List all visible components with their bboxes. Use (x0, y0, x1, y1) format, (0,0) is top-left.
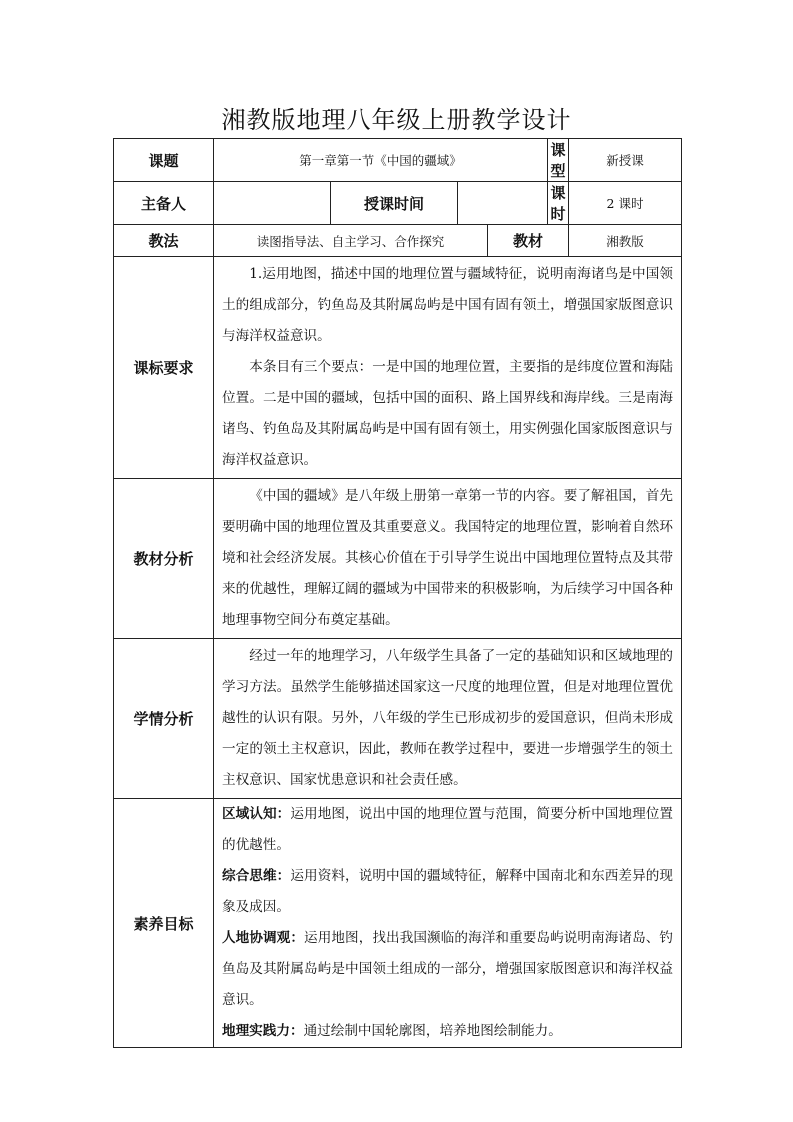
label-preparer: 主备人 (114, 182, 214, 225)
row-textbook-analysis (114, 479, 682, 639)
student-analysis-content (214, 639, 682, 799)
document-title: 湘教版地理八年级上册教学设计 (221, 106, 572, 134)
textbook-analysis-content (214, 479, 682, 639)
teaching-time-value (458, 182, 548, 225)
label-class-hours: 课时 (548, 182, 569, 225)
curriculum-content (214, 257, 682, 479)
label-textbook-analysis: 教材分析 (114, 479, 214, 639)
label-teaching-time: 授课时间 (331, 182, 458, 225)
goal-regional-cognition (222, 799, 673, 861)
label-curriculum: 课标要求 (114, 257, 214, 479)
textbook-analysis-paragraph: 《中国的疆域》是八年级上册第一章第一节的内容。要了解祖国，首先要明确中国的地理位置及其重要意义。我国特定的地理位置，影响着自然环境和社会经济发展。其核心价值在于引导学生说出中国地理位置特点及其带来的优越性，理解辽阔的疆域为中国带来的积极影响，为后续学习中国各种地理事物空间分布奠定基础。 (222, 488, 674, 628)
row-topic (114, 139, 682, 182)
label-student-analysis: 学情分析 (114, 639, 214, 799)
goal-text: 运用地图，说出中国的地理位置与范围，简要分析中国地理位置的优越性。 (222, 806, 674, 853)
label-textbook: 教材 (488, 225, 569, 257)
label-literacy-goals: 素养目标 (114, 799, 214, 1048)
curriculum-paragraph-1: 1.运用地图，描述中国的地理位置与疆域特征，说明南海诸鸟是中国领土的组成部分，钓鱼岛及其附属岛屿是中国有固有领土，增强国家版图意识与海洋权益意识。 (222, 266, 674, 344)
preparer-value (214, 182, 331, 225)
student-analysis-paragraph: 经过一年的地理学习，八年级学生具备了一定的基础知识和区域地理的学习方法。虽然学生能够描述国家这一尺度的地理位置，但是对地理位置优越性的认识有限。另外，八年级的学生已形成初步的爱国意识，但尚未形成一定的领土主权意识，因此，教师在教学过程中，要进一步增强学生的领土主权意识、国家忧患意识和社会责任感。 (222, 648, 674, 788)
label-lesson-type: 课型 (548, 139, 569, 182)
row-preparer (114, 182, 682, 225)
row-literacy-goals (114, 799, 682, 1048)
textbook-value: 湘教版 (569, 225, 682, 257)
topic-value: 第一章第一节《中国的疆域》 (214, 139, 548, 182)
row-student-analysis (114, 639, 682, 799)
row-method (114, 225, 682, 257)
lesson-type-value: 新授课 (569, 139, 682, 182)
label-method: 教法 (114, 225, 214, 257)
goal-human-land-harmony (222, 923, 673, 1016)
goal-term: 人地协调观： (222, 930, 305, 946)
goal-term: 综合思维： (222, 868, 291, 884)
goal-term: 地理实践力： (222, 1023, 304, 1039)
goal-integrated-thinking (222, 861, 673, 923)
method-value: 读图指导法、自主学习、合作探究 (214, 225, 488, 257)
goal-term: 区域认知： (222, 806, 291, 822)
class-hours-value: 2 课时 (569, 182, 682, 225)
row-curriculum (114, 257, 682, 479)
goal-text: 运用地图，找出我国濒临的海洋和重要岛屿说明南海诸岛、钓鱼岛及其附属岛屿是中国领土组成的一部分，增强国家版图意识和海洋权益意识。 (222, 930, 674, 1008)
goal-text: 通过绘制中国轮廓图，培养地图绘制能力。 (303, 1023, 562, 1039)
lesson-plan-table (113, 138, 682, 1048)
curriculum-paragraph-2: 本条目有三个要点：一是中国的地理位置，主要指的是纬度位置和海陆位置。二是中国的疆域，包括中国的面积、路上国界线和海岸线。三是南海诸鸟、钓鱼岛及其附属岛屿是中国有固有领土，用实例强化国家版图意识与海洋权益意识。 (222, 359, 674, 468)
goal-text: 运用资料，说明中国的疆域特征，解释中国南北和东西差异的现象及成因。 (222, 868, 674, 915)
label-topic: 课题 (114, 139, 214, 182)
literacy-goals-content (214, 799, 682, 1048)
goal-geographic-practice (222, 1016, 673, 1047)
